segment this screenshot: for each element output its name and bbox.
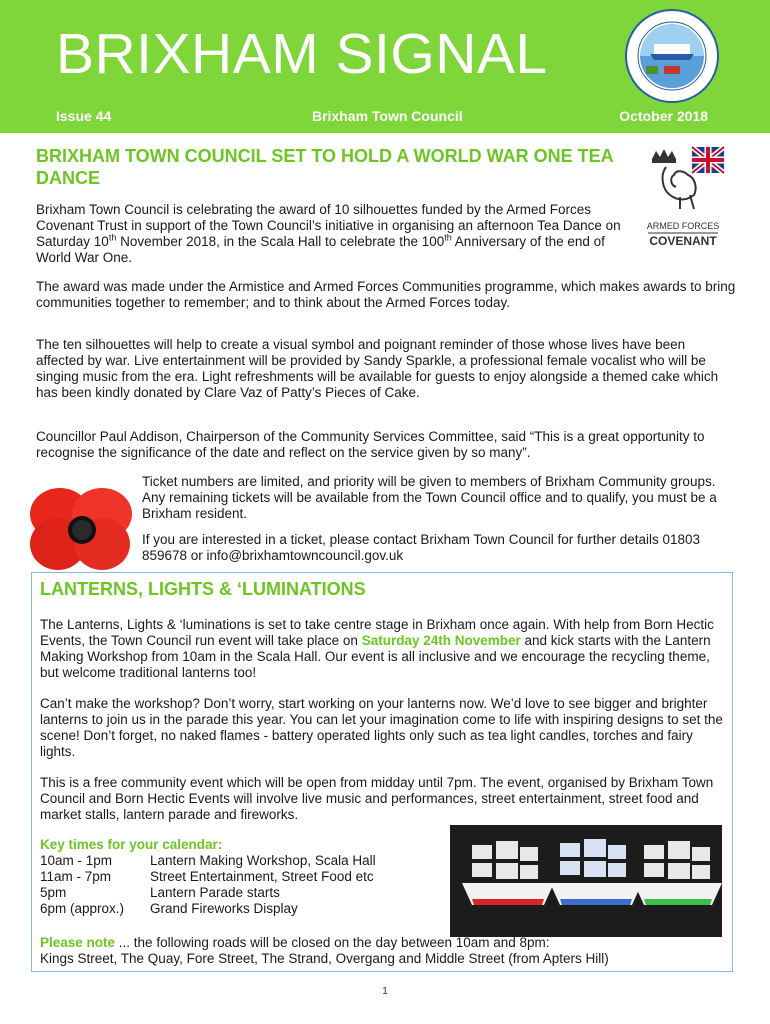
tea-dance-paragraph-4: Councillor Paul Addison, Chairperson of the Community Services Committee, said “This is a great opportunity to recognise the significance of the date and reflect on the service given by so many”. (36, 429, 705, 460)
tea-dance-paragraph-2: The award was made under the Armistice and Armed Forces Communities programme, which makes awards to bring communities together to remember; and to think about the Armed Forces today. (36, 279, 736, 310)
issue-number: Issue 44 (56, 108, 112, 124)
lanterns-paragraph-3: This is a free community event which will be open from midday until 7pm. The event, organised by Brixham Town Council and Born Hectic Events will involve live music and performances, street entertainment, street food and market stalls, lantern parade and fireworks. (40, 775, 714, 822)
event-date-highlight: Saturday 24th November (361, 633, 521, 648)
masthead (0, 0, 770, 133)
town-council-seal-icon (624, 8, 720, 104)
key-times-list (40, 837, 376, 917)
publisher-name: Brixham Town Council (312, 108, 463, 124)
tea-dance-paragraph-1: Brixham Town Council is celebrating the award of 10 silhouettes funded by the Armed Forces Covenant Trust in support of the Town Council’s initiative in organising an afternoon Tea Dance on Saturday 10th November 2018, in the Scala Hall to celebrate the 100th Anniversary of the end of World War One. (36, 202, 621, 265)
lanterns-section (31, 572, 733, 972)
ticket-contact-paragraph: If you are interested in a ticket, please contact Brixham Town Council for further details 01803 859678 or info@brixhamtowncouncil.gov.uk (142, 532, 701, 563)
lanterns-paragraph-2: Can’t make the workshop? Don’t worry, start working on your lanterns now. We’d love to see bigger and brighter lanterns to join us in the parade this year. You can let your imagination come to life with inspiring designs to set the scene! Don’t forget, no naked flames - battery operated lights only such as tea light candles, torches and fairy lights. (40, 696, 723, 759)
lanterns-paragraph-1: The Lanterns, Lights & ‘luminations is set to take centre stage in Brixham once again. With help from Born Hectic Events, the Town Council run event will take place on Saturday 24th November and kick starts with the Lantern Making Workshop from 10am in the Scala Hall. Our event is all inclusive and we encourage the recycling theme, but welcome traditional lanterns too! (40, 617, 714, 680)
lantern-ships-image (450, 825, 722, 937)
lanterns-headline: LANTERNS, LIGHTS & ‘LUMINATIONS (40, 579, 366, 599)
ticket-info-paragraph: Ticket numbers are limited, and priority will be given to members of Brixham Community groups. Any remaining tickets will be available from the Town Council office and to qualify, you must be a Brixham resident. (142, 474, 717, 521)
list-item: 5pm Lantern Parade starts (40, 885, 280, 900)
list-item: 10am - 1pm Lantern Making Workshop, Scala Hall (40, 853, 376, 868)
page-number: 1 (382, 986, 388, 997)
tea-dance-paragraph-3: The ten silhouettes will help to create a visual symbol and poignant reminder of those whose lives have been affected by war. Live entertainment will be provided by Sandy Sparkle, a professional female vocalist who will be singing music from the era. Light refreshments will be available for guests to enjoy alongside a themed cake which has been kindly donated by Clare Vaz of Patty’s Pieces of Cake. (36, 337, 719, 400)
issue-date: October 2018 (619, 108, 708, 124)
newsletter-title: BRIXHAM SIGNAL (56, 22, 548, 86)
closed-roads-list: Kings Street, The Quay, Fore Street, The Strand, Overgang and Middle Street (from Apters Hill) (40, 951, 609, 966)
tea-dance-headline: BRIXHAM TOWN COUNCIL SET TO HOLD A WORLD WAR ONE TEA DANCE (36, 146, 613, 188)
note-label: Please note (40, 935, 116, 950)
armed-forces-covenant-logo (640, 145, 726, 253)
logo-line-2: COVENANT (649, 234, 717, 248)
road-closure-note: Please note ... the following roads will be closed on the day between 10am and 8pm: Kings Street, The Quay, Fore Street, The Strand, Overgang and Middle Street (from Apters Hill) (40, 935, 730, 967)
key-times-title: Key times for your calendar: (40, 837, 223, 852)
list-item: 11am - 7pm Street Entertainment, Street Food etc (40, 869, 374, 884)
logo-line-1: ARMED FORCES (646, 221, 720, 231)
list-item: 6pm (approx.) Grand Fireworks Display (40, 901, 298, 916)
poppy-icon (28, 480, 134, 578)
